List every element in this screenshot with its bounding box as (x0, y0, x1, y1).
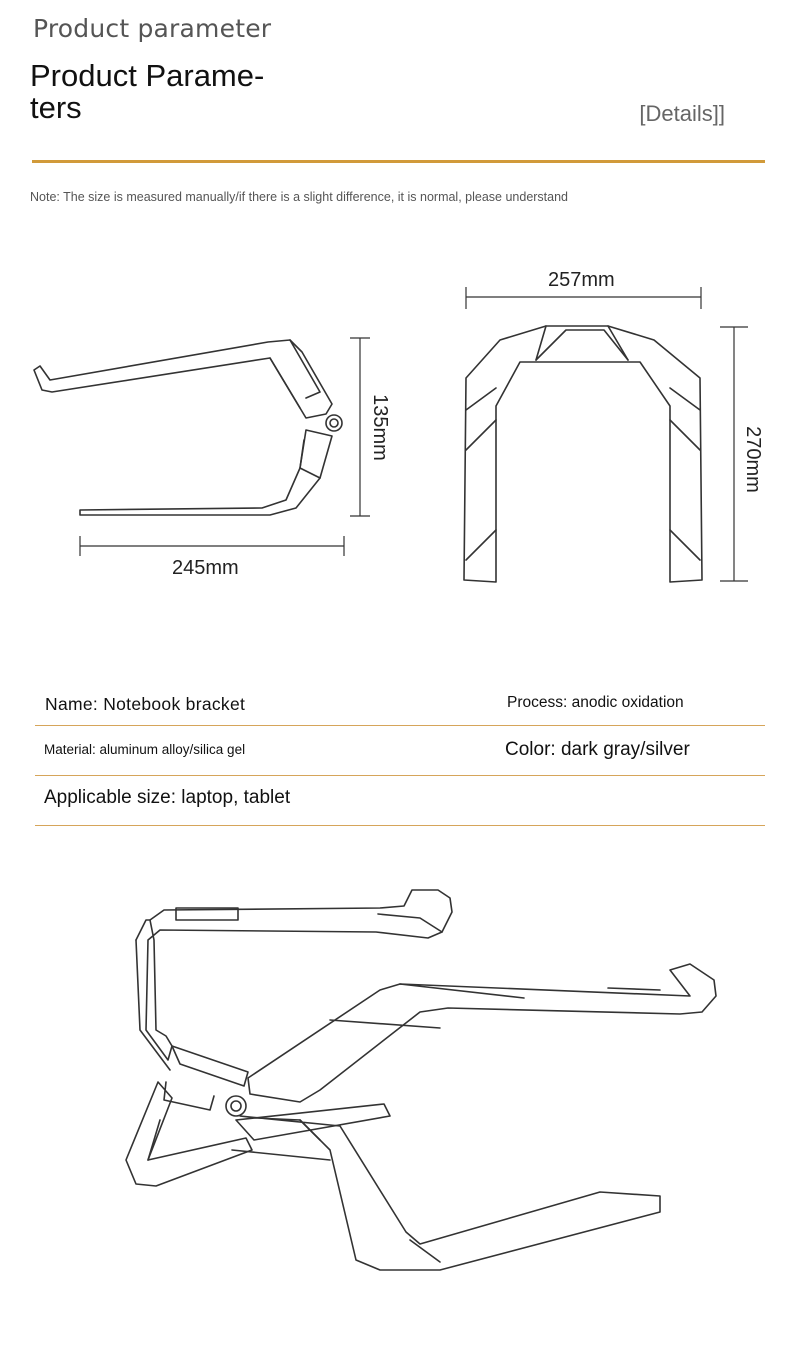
front-width-label: 257mm (548, 269, 615, 291)
front-height-label: 270mm (741, 426, 764, 493)
spec-material: Material: aluminum alloy/silica gel (44, 742, 246, 757)
details-link[interactable]: [Details]] (639, 101, 725, 126)
spec-applicable-size: Applicable size: laptop, tablet (44, 787, 291, 808)
side-height-label: 135mm (368, 394, 391, 461)
page-title: Product Parame- ters (30, 58, 265, 125)
side-length-label: 245mm (172, 557, 239, 579)
spec-process: Process: anodic oxidation (507, 694, 684, 711)
spec-name: Name: Notebook bracket (45, 694, 246, 714)
section-label: Product parameter (33, 14, 272, 43)
spec-color: Color: dark gray/silver (505, 739, 690, 760)
measurement-note: Note: The size is measured manually/if there is a slight difference, it is normal, please understand (30, 190, 569, 204)
